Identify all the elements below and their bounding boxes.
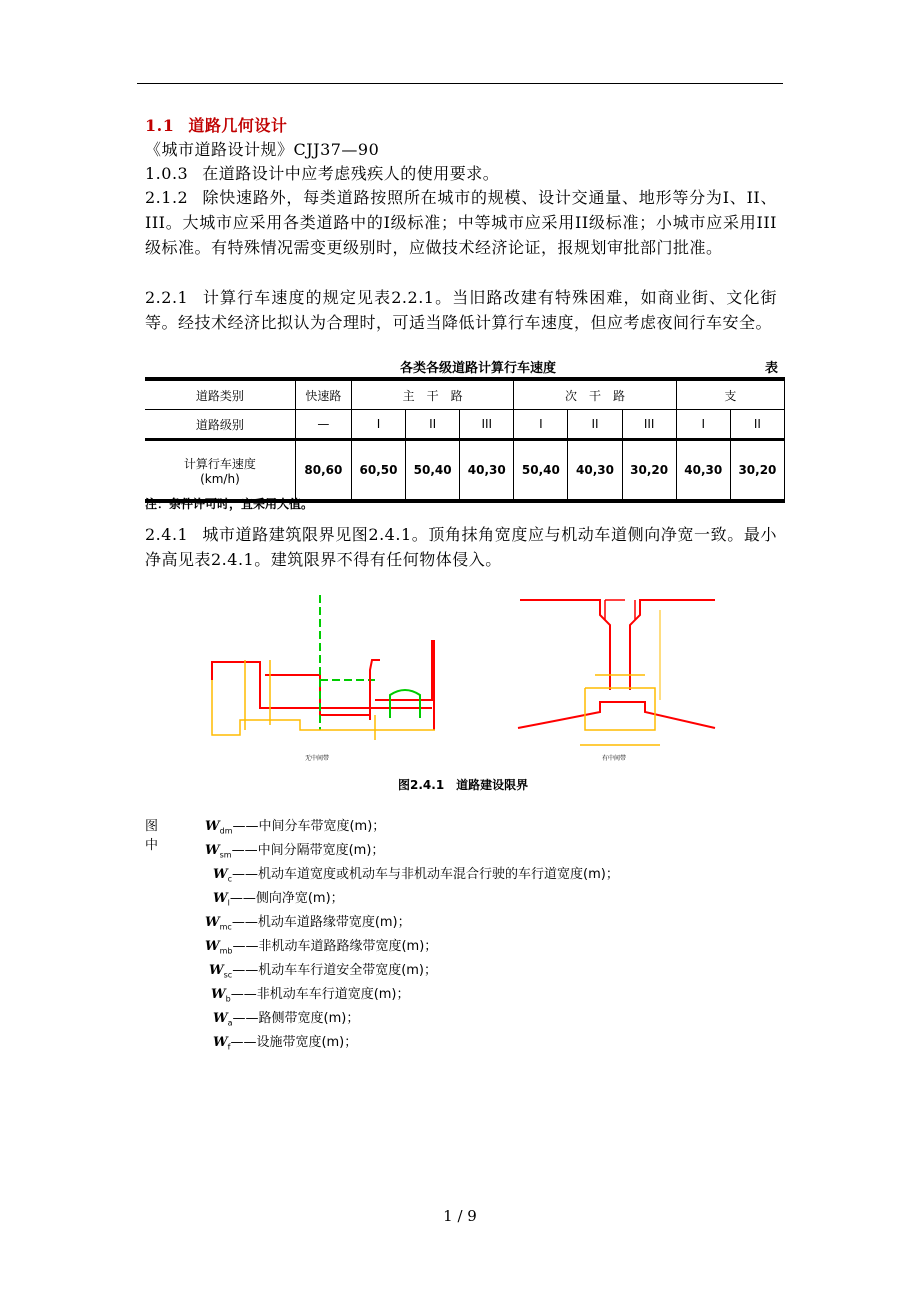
cell: 快速路 <box>295 379 351 410</box>
symbol-subscript: b <box>225 994 231 1004</box>
legend-head: 图中 <box>145 819 159 853</box>
symbol: W <box>211 987 226 1002</box>
para-2-4-1: 2.4.1 城市道路建筑限界见图2.4.1。顶角抹角宽度应与机动车道侧向净宽一致。最小净高见表2.4.1。建筑限界不得有任何物体侵入。 <box>145 525 777 569</box>
cell: I <box>514 410 568 440</box>
symbol-subscript: sc <box>223 970 233 980</box>
cell: I <box>676 410 730 440</box>
cell: 30,20 <box>730 440 784 502</box>
cell: 道路类别 <box>145 379 295 410</box>
symbol-subscript: f <box>227 1042 231 1052</box>
legend-item <box>205 815 385 836</box>
legend-text: ——非机动车道路路缘带宽度(m)； <box>232 939 438 954</box>
cell: I <box>351 410 405 440</box>
figure-caption: 图2.4.1 道路建设限界 <box>398 778 529 792</box>
legend-text: ——中间分隔带宽度(m)； <box>231 843 385 858</box>
legend-text: ——路侧带宽度(m)； <box>232 1011 360 1026</box>
legend-item <box>213 1007 359 1028</box>
symbol-subscript: c <box>227 874 233 884</box>
cell: 支 <box>676 379 784 410</box>
legend-item <box>211 983 410 1004</box>
cell: II <box>406 410 460 440</box>
legend-text: ——中间分车带宽度(m)； <box>232 819 386 834</box>
table-caption-number: 表 <box>765 361 779 376</box>
symbol-subscript: mb <box>219 946 233 956</box>
legend-text: ——机动车道路缘带宽度(m)； <box>231 915 411 930</box>
section-heading: 1.1 道路几何设计 <box>145 116 288 135</box>
right-diagram-label: 有中间带 <box>602 755 627 762</box>
cell: II <box>568 410 622 440</box>
legend-item <box>213 887 344 908</box>
symbol-subscript: mc <box>219 922 232 932</box>
left-diagram-label: 无中间带 <box>305 755 330 762</box>
cell: 50,40 <box>406 440 460 502</box>
legend-item <box>213 863 619 884</box>
legend-text: ——侧向净宽(m)； <box>229 891 344 906</box>
legend-text: ——非机动车车行道宽度(m)； <box>230 987 410 1002</box>
cell: 计算行车速度 (km/h) <box>145 440 295 502</box>
symbol: W <box>213 1035 228 1050</box>
symbol: W <box>213 1011 228 1026</box>
symbol: W <box>209 963 224 978</box>
clearance-diagram <box>200 580 720 770</box>
legend-item <box>213 1031 357 1052</box>
table-note: 注：条件许可时，宜采用大值。 <box>145 497 314 511</box>
legend-text: ——机动车车行道安全带宽度(m)； <box>232 963 437 978</box>
speed-table <box>145 377 785 503</box>
para-2-2-1: 2.2.1 计算行车速度的规定见表2.2.1。当旧路改建有特殊困难，如商业街、文化街等。经技术经济比拟认为合理时，可适当降低计算行车速度，但应考虑夜间行车安全。 <box>145 288 777 332</box>
legend-item <box>205 935 437 956</box>
symbol: W <box>205 819 220 834</box>
cell: III <box>460 410 514 440</box>
page-number: 1 / 9 <box>443 1207 477 1225</box>
right-diagram <box>518 600 715 762</box>
symbol-subscript: a <box>227 1018 233 1028</box>
legend-text: ——设施带宽度(m)； <box>230 1035 358 1050</box>
table-caption: 各类各级道路计算行车速度 <box>400 361 557 376</box>
symbol: W <box>205 939 220 954</box>
legend-item <box>209 959 437 980</box>
para-2-1-2: 2.1.2 除快速路外，每类道路按照所在城市的规模、设计交通量、地形等分为I、II、III。大城市应采用各类道路中的I级标准；中等城市应采用II级标准；小城市应采用III级标准。有特殊情况需变更级别时，应做技术经济论证，报规划审批部门批准。 <box>145 188 777 257</box>
cell: 80,60 <box>295 440 351 502</box>
legend-item <box>205 911 411 932</box>
cell: II <box>730 410 784 440</box>
symbol: W <box>205 915 220 930</box>
cell: 40,30 <box>676 440 730 502</box>
cell: 40,30 <box>460 440 514 502</box>
cell: 次 干 路 <box>514 379 676 410</box>
legend-text: ——机动车道宽度或机动车与非机动车混合行驶的车行道宽度(m)； <box>232 867 619 882</box>
symbol-subscript: sm <box>219 850 232 860</box>
left-diagram <box>212 595 435 762</box>
source-line: 《城市道路设计规》CJJ37—90 <box>145 140 380 159</box>
header-rule <box>137 83 783 84</box>
symbol: W <box>213 891 228 906</box>
cell: 30,20 <box>622 440 676 502</box>
cell: III <box>622 410 676 440</box>
legend-item <box>205 839 384 860</box>
cell: 60,50 <box>351 440 405 502</box>
symbol: W <box>213 867 228 882</box>
para-1-0-3: 1.0.3 在道路设计中应考虑残疾人的使用要求。 <box>145 164 500 183</box>
symbol-subscript: l <box>227 898 230 908</box>
cell: 50,40 <box>514 440 568 502</box>
cell: — <box>295 410 351 440</box>
cell: 主 干 路 <box>351 379 513 410</box>
cell: 道路级别 <box>145 410 295 440</box>
symbol-subscript: dm <box>219 826 233 836</box>
cell: 40,30 <box>568 440 622 502</box>
symbol: W <box>205 843 220 858</box>
